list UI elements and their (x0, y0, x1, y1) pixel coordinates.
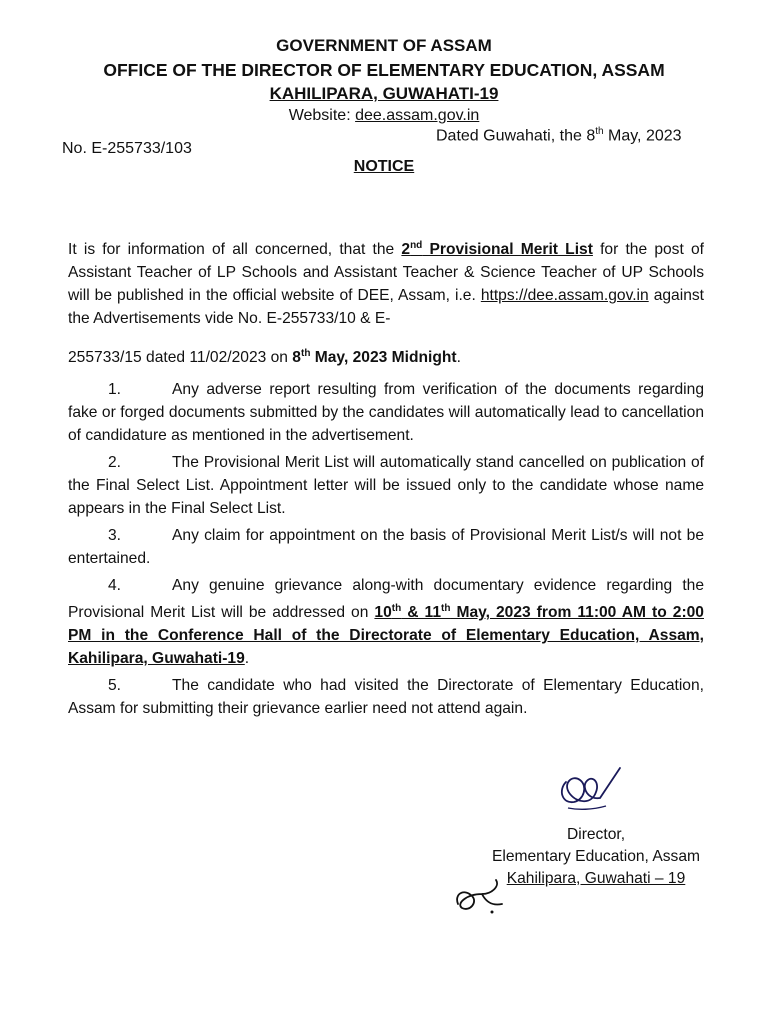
intro-text-3: against the Advertisements vide No. E-255733/10 & E- (68, 287, 704, 328)
item-text: Any genuine grievance along-with documentary evidence regarding the Provisional Merit List will be addressed on (68, 577, 704, 622)
item-number: 4. (108, 577, 122, 594)
initial-icon (452, 868, 512, 918)
dated-line (436, 126, 682, 145)
list-item (68, 524, 704, 570)
signatory-address: Kahilipara, Guwahati – 19 (506, 870, 686, 887)
item-text: Any claim for appointment on the basis of Provisional Merit List/s will not be entertained. (68, 527, 704, 567)
header-office: OFFICE OF THE DIRECTOR OF ELEMENTARY EDUCATION, ASSAM (103, 60, 665, 80)
publish-date: 8th May, 2023 Midnight (292, 348, 457, 367)
intro-text-2: for the post of Assistant Teacher of LP Schools and Assistant Teacher & Science Teacher of UP Schools will be published in the official website of DEE, Assam, i.e. (68, 241, 705, 305)
signature-icon (548, 760, 628, 820)
notice-title: NOTICE (353, 158, 415, 175)
dated-prefix: Dated Guwahati, the 8 (436, 127, 596, 145)
item-text: Any adverse report resulting from verification of the documents regarding fake or forged documents submitted by the candidates will automatically lead to cancellation of candidature as mentioned in the advertisement. (68, 381, 704, 444)
signatory-title: Director, (566, 826, 626, 843)
dated-sup: th (595, 126, 604, 137)
item-number: 5. (108, 677, 122, 695)
reference-number: No. E-255733/103 (62, 140, 192, 157)
intro-text-1: It is for information of all concerned, that the (68, 241, 402, 259)
item-number: 3. (108, 527, 122, 544)
list-item: 4. Any genuine grievance along-with documentary evidence regarding the Provisional Merit List will be addressed on 10th & 11th May, 2023 from 11:00 AM to 2:00 PM in the Conference Hall of the Directorate of Elementary Education, Assam, Kahilipara, Guwahati-19. (68, 574, 704, 670)
dated-suffix: May, 2023 (603, 127, 682, 145)
header-government: GOVERNMENT OF ASSAM (276, 36, 492, 55)
signatory-department: Elementary Education, Assam (491, 848, 701, 865)
intro-paragraph (68, 234, 704, 369)
list-item (68, 451, 704, 520)
item-number: 2. (108, 454, 122, 471)
header-address: KAHILIPARA, GUWAHATI-19 (269, 84, 499, 103)
dee-url-link[interactable]: https://dee.assam.gov.in (480, 287, 649, 305)
list-item (68, 674, 704, 720)
letterhead (0, 34, 768, 126)
intro-last-line: 255733/15 dated 11/02/2023 on 8th May, 2023 Midnight. (68, 348, 461, 367)
item-text: The Provisional Merit List will automatically stand cancelled on publication of the Final Select List. Appointment letter will be issued only to the candidate whose name appears in the Final Select List. (68, 454, 704, 517)
header-website (0, 106, 768, 126)
item-text: The candidate who had visited the Directorate of Elementary Education, Assam for submitting their grievance earlier need not attend again. (68, 677, 704, 718)
grievance-schedule: 10th & 11th May, 2023 from 11:00 AM to 2:00 PM in the Conference Hall of the Directorate of Elementary Education, Assam, Kahilipara, Guwahati-19 (68, 603, 704, 668)
numbered-items (68, 378, 704, 720)
item-number: 1. (108, 381, 122, 398)
website-link[interactable]: dee.assam.gov.in (355, 107, 480, 124)
merit-list-name: 2nd Provisional Merit List (401, 240, 593, 259)
signature-block (476, 824, 716, 890)
list-item (68, 378, 704, 447)
website-label: Website: (288, 107, 356, 124)
